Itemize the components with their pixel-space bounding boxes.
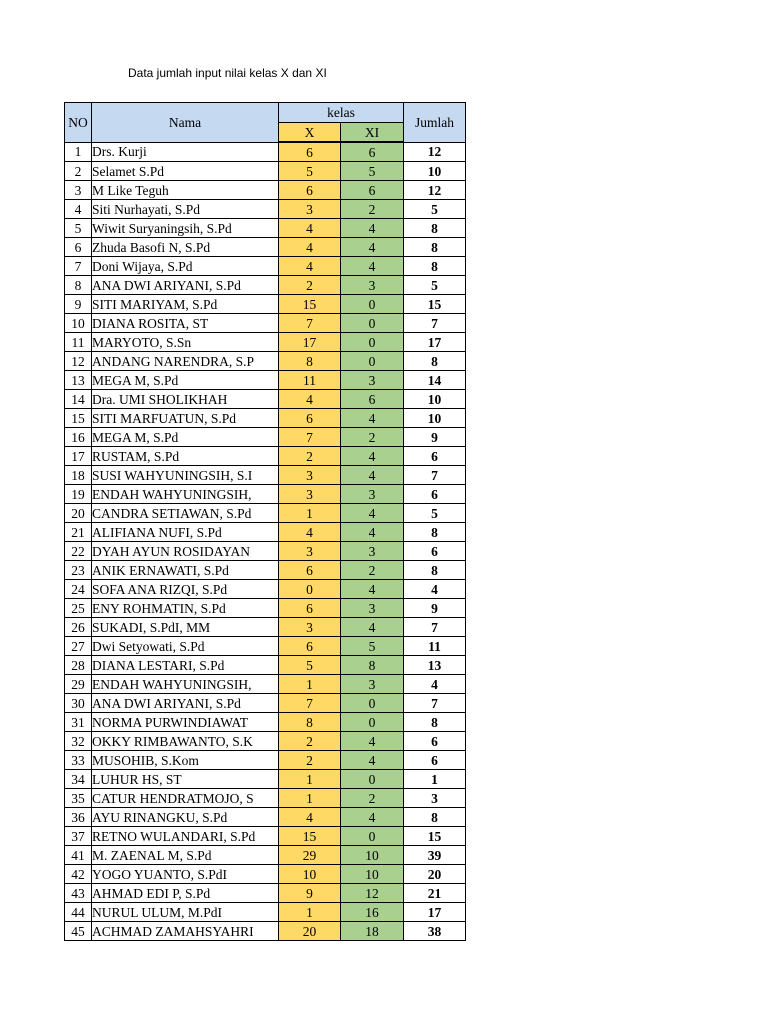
- cell-no[interactable]: 45: [65, 922, 92, 941]
- cell-xi[interactable]: 2: [341, 200, 404, 219]
- cell-jumlah[interactable]: 10: [404, 390, 466, 409]
- cell-xi[interactable]: 2: [341, 561, 404, 580]
- cell-jumlah[interactable]: 9: [404, 428, 466, 447]
- cell-no[interactable]: 19: [65, 485, 92, 504]
- cell-jumlah[interactable]: 14: [404, 371, 466, 390]
- cell-nama[interactable]: DYAH AYUN ROSIDAYAN: [92, 542, 279, 561]
- cell-xi[interactable]: 4: [341, 466, 404, 485]
- table-body: [65, 142, 466, 941]
- cell-xi[interactable]: 0: [341, 295, 404, 314]
- cell-x[interactable]: 1: [279, 770, 341, 789]
- cell-x[interactable]: 1: [279, 789, 341, 808]
- table-row: [65, 808, 466, 827]
- cell-no[interactable]: 34: [65, 770, 92, 789]
- cell-x[interactable]: 7: [279, 694, 341, 713]
- cell-no[interactable]: 16: [65, 428, 92, 447]
- table-row: [65, 922, 466, 941]
- cell-xi[interactable]: 3: [341, 485, 404, 504]
- cell-no[interactable]: 21: [65, 523, 92, 542]
- cell-xi[interactable]: 5: [341, 162, 404, 181]
- cell-xi[interactable]: 6: [341, 390, 404, 409]
- cell-nama[interactable]: SOFA ANA RIZQI, S.Pd: [92, 580, 279, 599]
- cell-jumlah[interactable]: 4: [404, 675, 466, 694]
- cell-no[interactable]: 3: [65, 181, 92, 200]
- table-row: [65, 200, 466, 219]
- table-row: [65, 656, 466, 675]
- table-row: [65, 846, 466, 865]
- cell-nama[interactable]: OKKY RIMBAWANTO, S.K: [92, 732, 279, 751]
- cell-jumlah[interactable]: 6: [404, 447, 466, 466]
- table-row: [65, 903, 466, 922]
- cell-xi[interactable]: 4: [341, 219, 404, 238]
- cell-nama[interactable]: CATUR HENDRATMOJO, S: [92, 789, 279, 808]
- cell-jumlah[interactable]: 21: [404, 884, 466, 903]
- cell-jumlah[interactable]: 15: [404, 295, 466, 314]
- cell-no[interactable]: 6: [65, 238, 92, 257]
- cell-xi[interactable]: 2: [341, 428, 404, 447]
- cell-no[interactable]: 43: [65, 884, 92, 903]
- cell-xi[interactable]: 16: [341, 903, 404, 922]
- cell-x[interactable]: 6: [279, 599, 341, 618]
- cell-nama[interactable]: RETNO WULANDARI, S.Pd: [92, 827, 279, 846]
- cell-nama[interactable]: MEGA M, S.Pd: [92, 371, 279, 390]
- cell-nama[interactable]: Drs. Kurji: [92, 142, 279, 162]
- cell-no[interactable]: 36: [65, 808, 92, 827]
- cell-jumlah[interactable]: 8: [404, 352, 466, 371]
- cell-xi[interactable]: 4: [341, 504, 404, 523]
- cell-no[interactable]: 42: [65, 865, 92, 884]
- cell-nama[interactable]: Dra. UMI SHOLIKHAH: [92, 390, 279, 409]
- cell-jumlah[interactable]: 10: [404, 409, 466, 428]
- cell-no[interactable]: 10: [65, 314, 92, 333]
- cell-jumlah[interactable]: 8: [404, 713, 466, 732]
- cell-jumlah[interactable]: 12: [404, 181, 466, 200]
- cell-no[interactable]: 41: [65, 846, 92, 865]
- cell-xi[interactable]: 0: [341, 770, 404, 789]
- cell-nama[interactable]: DIANA LESTARI, S.Pd: [92, 656, 279, 675]
- table-row: [65, 257, 466, 276]
- cell-xi[interactable]: 0: [341, 694, 404, 713]
- table-row: [65, 219, 466, 238]
- cell-xi[interactable]: 8: [341, 656, 404, 675]
- cell-jumlah[interactable]: 8: [404, 238, 466, 257]
- table-row: [65, 409, 466, 428]
- cell-nama[interactable]: Selamet S.Pd: [92, 162, 279, 181]
- cell-jumlah[interactable]: 6: [404, 485, 466, 504]
- cell-nama[interactable]: MEGA M, S.Pd: [92, 428, 279, 447]
- table-row: [65, 789, 466, 808]
- cell-xi[interactable]: 0: [341, 333, 404, 352]
- table-row: [65, 142, 466, 162]
- cell-xi[interactable]: 4: [341, 409, 404, 428]
- cell-jumlah[interactable]: 5: [404, 504, 466, 523]
- cell-xi[interactable]: 5: [341, 637, 404, 656]
- table-row: [65, 333, 466, 352]
- cell-nama[interactable]: SITI MARFUATUN, S.Pd: [92, 409, 279, 428]
- table-row: [65, 523, 466, 542]
- cell-xi[interactable]: 6: [341, 181, 404, 200]
- cell-jumlah[interactable]: 4: [404, 580, 466, 599]
- cell-jumlah[interactable]: 8: [404, 523, 466, 542]
- cell-jumlah[interactable]: 8: [404, 561, 466, 580]
- cell-jumlah[interactable]: 13: [404, 656, 466, 675]
- cell-no[interactable]: 12: [65, 352, 92, 371]
- cell-no[interactable]: 8: [65, 276, 92, 295]
- cell-x[interactable]: 6: [279, 637, 341, 656]
- cell-no[interactable]: 29: [65, 675, 92, 694]
- cell-jumlah[interactable]: 12: [404, 142, 466, 162]
- cell-jumlah[interactable]: 3: [404, 789, 466, 808]
- cell-xi[interactable]: 4: [341, 732, 404, 751]
- cell-jumlah[interactable]: 8: [404, 257, 466, 276]
- table-row: [65, 637, 466, 656]
- cell-jumlah[interactable]: 7: [404, 466, 466, 485]
- cell-jumlah[interactable]: 20: [404, 865, 466, 884]
- cell-x[interactable]: 2: [279, 276, 341, 295]
- cell-x[interactable]: 5: [279, 162, 341, 181]
- cell-no[interactable]: 1: [65, 142, 92, 162]
- cell-nama[interactable]: AHMAD EDI P, S.Pd: [92, 884, 279, 903]
- cell-no[interactable]: 20: [65, 504, 92, 523]
- cell-nama[interactable]: ALIFIANA NUFI, S.Pd: [92, 523, 279, 542]
- sheet-title: Data jumlah input nilai kelas X dan XI: [128, 66, 327, 80]
- cell-xi[interactable]: 0: [341, 713, 404, 732]
- table-row: [65, 181, 466, 200]
- cell-x[interactable]: 7: [279, 428, 341, 447]
- cell-no[interactable]: 15: [65, 409, 92, 428]
- cell-no[interactable]: 30: [65, 694, 92, 713]
- cell-nama[interactable]: MUSOHIB, S.Kom: [92, 751, 279, 770]
- cell-x[interactable]: 4: [279, 523, 341, 542]
- cell-nama[interactable]: ANA DWI ARIYANI, S.Pd: [92, 276, 279, 295]
- cell-x[interactable]: 4: [279, 219, 341, 238]
- cell-x[interactable]: 10: [279, 865, 341, 884]
- cell-x[interactable]: 15: [279, 295, 341, 314]
- table-row: [65, 865, 466, 884]
- cell-x[interactable]: 1: [279, 903, 341, 922]
- cell-jumlah[interactable]: 1: [404, 770, 466, 789]
- header-kelas[interactable]: kelas: [279, 103, 404, 123]
- cell-nama[interactable]: Siti Nurhayati, S.Pd: [92, 200, 279, 219]
- cell-nama[interactable]: Wiwit Suryaningsih, S.Pd: [92, 219, 279, 238]
- cell-no[interactable]: 25: [65, 599, 92, 618]
- cell-xi[interactable]: 3: [341, 542, 404, 561]
- cell-jumlah[interactable]: 6: [404, 542, 466, 561]
- cell-x[interactable]: 6: [279, 409, 341, 428]
- cell-x[interactable]: 4: [279, 257, 341, 276]
- cell-nama[interactable]: NURUL ULUM, M.PdI: [92, 903, 279, 922]
- table-row: [65, 504, 466, 523]
- cell-xi[interactable]: 10: [341, 846, 404, 865]
- cell-x[interactable]: 4: [279, 390, 341, 409]
- cell-x[interactable]: 4: [279, 238, 341, 257]
- header-no[interactable]: NO: [65, 103, 92, 143]
- cell-jumlah[interactable]: 5: [404, 200, 466, 219]
- cell-x[interactable]: 6: [279, 561, 341, 580]
- cell-x[interactable]: 17: [279, 333, 341, 352]
- cell-no[interactable]: 2: [65, 162, 92, 181]
- cell-nama[interactable]: Dwi Setyowati, S.Pd: [92, 637, 279, 656]
- table-row: [65, 827, 466, 846]
- cell-x[interactable]: 1: [279, 675, 341, 694]
- cell-no[interactable]: 33: [65, 751, 92, 770]
- cell-nama[interactable]: SUSI WAHYUNINGSIH, S.I: [92, 466, 279, 485]
- cell-x[interactable]: 3: [279, 485, 341, 504]
- cell-xi[interactable]: 4: [341, 808, 404, 827]
- cell-no[interactable]: 9: [65, 295, 92, 314]
- cell-no[interactable]: 31: [65, 713, 92, 732]
- cell-nama[interactable]: M Like Teguh: [92, 181, 279, 200]
- cell-no[interactable]: 7: [65, 257, 92, 276]
- cell-nama[interactable]: ENDAH WAHYUNINGSIH,: [92, 485, 279, 504]
- cell-no[interactable]: 18: [65, 466, 92, 485]
- cell-no[interactable]: 26: [65, 618, 92, 637]
- cell-xi[interactable]: 3: [341, 675, 404, 694]
- cell-jumlah[interactable]: 17: [404, 333, 466, 352]
- cell-nama[interactable]: ENDAH WAHYUNINGSIH,: [92, 675, 279, 694]
- cell-x[interactable]: 1: [279, 504, 341, 523]
- cell-nama[interactable]: CANDRA SETIAWAN, S.Pd: [92, 504, 279, 523]
- table-row: [65, 276, 466, 295]
- table-row: [65, 694, 466, 713]
- cell-nama[interactable]: RUSTAM, S.Pd: [92, 447, 279, 466]
- table-row: [65, 485, 466, 504]
- cell-nama[interactable]: MARYOTO, S.Sn: [92, 333, 279, 352]
- cell-xi[interactable]: 4: [341, 618, 404, 637]
- cell-jumlah[interactable]: 6: [404, 732, 466, 751]
- table-row: [65, 884, 466, 903]
- cell-x[interactable]: 2: [279, 447, 341, 466]
- cell-xi[interactable]: 3: [341, 599, 404, 618]
- cell-jumlah[interactable]: 5: [404, 276, 466, 295]
- cell-jumlah[interactable]: 8: [404, 219, 466, 238]
- data-table: [64, 102, 466, 941]
- cell-no[interactable]: 37: [65, 827, 92, 846]
- table-row: [65, 466, 466, 485]
- cell-xi[interactable]: 2: [341, 789, 404, 808]
- cell-no[interactable]: 32: [65, 732, 92, 751]
- cell-x[interactable]: 11: [279, 371, 341, 390]
- cell-no[interactable]: 13: [65, 371, 92, 390]
- cell-no[interactable]: 27: [65, 637, 92, 656]
- cell-xi[interactable]: 3: [341, 371, 404, 390]
- cell-x[interactable]: 3: [279, 466, 341, 485]
- cell-jumlah[interactable]: 11: [404, 637, 466, 656]
- table-row: [65, 618, 466, 637]
- cell-xi[interactable]: 4: [341, 751, 404, 770]
- cell-no[interactable]: 5: [65, 219, 92, 238]
- cell-xi[interactable]: 0: [341, 827, 404, 846]
- cell-x[interactable]: 0: [279, 580, 341, 599]
- cell-nama[interactable]: LUHUR HS, ST: [92, 770, 279, 789]
- table-row: [65, 599, 466, 618]
- table-row: [65, 238, 466, 257]
- cell-x[interactable]: 8: [279, 713, 341, 732]
- table-row: [65, 295, 466, 314]
- header-xi[interactable]: XI: [341, 123, 404, 143]
- cell-x[interactable]: 15: [279, 827, 341, 846]
- header-x[interactable]: X: [279, 123, 341, 143]
- cell-jumlah[interactable]: 17: [404, 903, 466, 922]
- cell-x[interactable]: 20: [279, 922, 341, 941]
- cell-xi[interactable]: 0: [341, 314, 404, 333]
- cell-nama[interactable]: ANIK ERNAWATI, S.Pd: [92, 561, 279, 580]
- cell-jumlah[interactable]: 15: [404, 827, 466, 846]
- cell-xi[interactable]: 4: [341, 447, 404, 466]
- cell-no[interactable]: 14: [65, 390, 92, 409]
- cell-nama[interactable]: M. ZAENAL M, S.Pd: [92, 846, 279, 865]
- table-row: [65, 675, 466, 694]
- cell-xi[interactable]: 4: [341, 257, 404, 276]
- cell-no[interactable]: 24: [65, 580, 92, 599]
- cell-no[interactable]: 35: [65, 789, 92, 808]
- cell-jumlah[interactable]: 10: [404, 162, 466, 181]
- cell-nama[interactable]: YOGO YUANTO, S.PdI: [92, 865, 279, 884]
- cell-x[interactable]: 6: [279, 181, 341, 200]
- cell-nama[interactable]: Zhuda Basofi N, S.Pd: [92, 238, 279, 257]
- table-row: [65, 390, 466, 409]
- cell-nama[interactable]: AYU RINANGKU, S.Pd: [92, 808, 279, 827]
- cell-jumlah[interactable]: 38: [404, 922, 466, 941]
- cell-x[interactable]: 2: [279, 732, 341, 751]
- table-row: [65, 561, 466, 580]
- cell-xi[interactable]: 3: [341, 276, 404, 295]
- cell-nama[interactable]: SUKADI, S.PdI, MM: [92, 618, 279, 637]
- cell-jumlah[interactable]: 7: [404, 618, 466, 637]
- cell-x[interactable]: 8: [279, 352, 341, 371]
- table-row: [65, 447, 466, 466]
- cell-jumlah[interactable]: 9: [404, 599, 466, 618]
- table-row: [65, 314, 466, 333]
- cell-no[interactable]: 4: [65, 200, 92, 219]
- cell-no[interactable]: 28: [65, 656, 92, 675]
- cell-x[interactable]: 5: [279, 656, 341, 675]
- header-jumlah[interactable]: Jumlah: [404, 103, 466, 143]
- table-row: [65, 542, 466, 561]
- cell-jumlah[interactable]: 7: [404, 314, 466, 333]
- cell-xi[interactable]: 0: [341, 352, 404, 371]
- table-row: [65, 371, 466, 390]
- cell-nama[interactable]: DIANA ROSITA, ST: [92, 314, 279, 333]
- cell-nama[interactable]: ACHMAD ZAMAHSYAHRI: [92, 922, 279, 941]
- table-row: [65, 751, 466, 770]
- cell-nama[interactable]: SITI MARIYAM, S.Pd: [92, 295, 279, 314]
- table-row: [65, 732, 466, 751]
- cell-x[interactable]: 29: [279, 846, 341, 865]
- cell-no[interactable]: 23: [65, 561, 92, 580]
- cell-x[interactable]: 7: [279, 314, 341, 333]
- table-row: [65, 770, 466, 789]
- cell-x[interactable]: 9: [279, 884, 341, 903]
- cell-no[interactable]: 22: [65, 542, 92, 561]
- cell-xi[interactable]: 6: [341, 142, 404, 162]
- cell-xi[interactable]: 4: [341, 238, 404, 257]
- table-row: [65, 162, 466, 181]
- cell-nama[interactable]: Doni Wijaya, S.Pd: [92, 257, 279, 276]
- cell-no[interactable]: 17: [65, 447, 92, 466]
- cell-nama[interactable]: ENY ROHMATIN, S.Pd: [92, 599, 279, 618]
- cell-xi[interactable]: 10: [341, 865, 404, 884]
- cell-x[interactable]: 3: [279, 200, 341, 219]
- cell-x[interactable]: 3: [279, 542, 341, 561]
- cell-x[interactable]: 2: [279, 751, 341, 770]
- cell-xi[interactable]: 4: [341, 580, 404, 599]
- cell-nama[interactable]: NORMA PURWINDIAWAT: [92, 713, 279, 732]
- cell-xi[interactable]: 4: [341, 523, 404, 542]
- cell-jumlah[interactable]: 6: [404, 751, 466, 770]
- table-row: [65, 352, 466, 371]
- table-row: [65, 713, 466, 732]
- cell-no[interactable]: 11: [65, 333, 92, 352]
- cell-x[interactable]: 4: [279, 808, 341, 827]
- table-row: [65, 580, 466, 599]
- cell-xi[interactable]: 12: [341, 884, 404, 903]
- cell-xi[interactable]: 18: [341, 922, 404, 941]
- cell-x[interactable]: 6: [279, 142, 341, 162]
- cell-nama[interactable]: ANDANG NARENDRA, S.P: [92, 352, 279, 371]
- cell-nama[interactable]: ANA DWI ARIYANI, S.Pd: [92, 694, 279, 713]
- header-nama[interactable]: Nama: [92, 103, 279, 143]
- cell-jumlah[interactable]: 8: [404, 808, 466, 827]
- cell-x[interactable]: 3: [279, 618, 341, 637]
- cell-jumlah[interactable]: 7: [404, 694, 466, 713]
- cell-no[interactable]: 44: [65, 903, 92, 922]
- cell-jumlah[interactable]: 39: [404, 846, 466, 865]
- table-row: [65, 428, 466, 447]
